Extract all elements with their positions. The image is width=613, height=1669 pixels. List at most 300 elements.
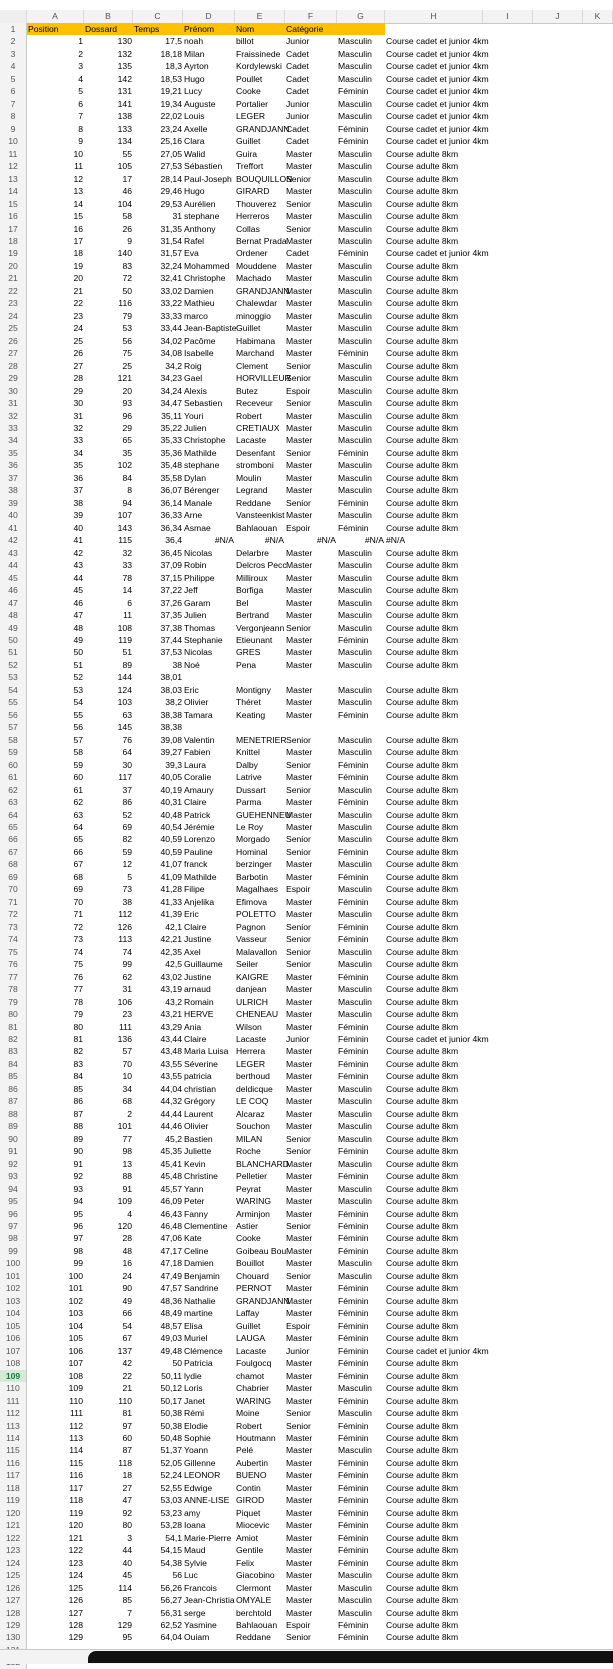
empty-cell[interactable]: [483, 484, 533, 496]
gender-cell[interactable]: Féminin: [338, 934, 369, 945]
row-number[interactable]: 2: [0, 35, 27, 47]
lastname-cell[interactable]: Treffort: [236, 161, 264, 172]
dossard-cell[interactable]: 77: [122, 1133, 132, 1144]
empty-cell[interactable]: [483, 1357, 533, 1369]
header-cell[interactable]: Nom: [235, 23, 285, 35]
position-cell[interactable]: 93: [73, 1183, 83, 1194]
dossard-cell[interactable]: 140: [117, 248, 132, 259]
lastname-cell[interactable]: Robert: [236, 410, 262, 421]
category-cell[interactable]: Master: [286, 1532, 313, 1543]
firstname-cell[interactable]: Claire: [184, 797, 207, 808]
position-cell[interactable]: 18: [73, 248, 83, 259]
time-cell[interactable]: 43,19: [160, 984, 182, 995]
dossard-cell[interactable]: 24: [122, 1270, 132, 1281]
category-cell[interactable]: Master: [286, 186, 313, 197]
dossard-cell[interactable]: 67: [122, 1333, 132, 1344]
empty-cell[interactable]: [533, 123, 583, 135]
lastname-cell[interactable]: Vansteenkist: [236, 510, 285, 521]
lastname-cell[interactable]: GUEHENNEU: [236, 809, 291, 820]
lastname-cell[interactable]: Montigny: [236, 684, 271, 695]
empty-cell[interactable]: [533, 1507, 583, 1519]
empty-cell[interactable]: [583, 1108, 613, 1120]
lastname-cell[interactable]: Bertrand: [236, 610, 269, 621]
row-number[interactable]: 42: [0, 534, 27, 546]
row-number[interactable]: 10: [0, 135, 27, 147]
dossard-cell[interactable]: 132: [117, 48, 132, 59]
category-cell[interactable]: Master: [286, 572, 313, 583]
row-number[interactable]: 55: [0, 696, 27, 708]
time-cell[interactable]: 23,24: [160, 123, 182, 134]
position-cell[interactable]: 51: [73, 659, 83, 670]
gender-cell[interactable]: Masculin: [338, 1595, 372, 1606]
position-cell[interactable]: 126: [68, 1595, 83, 1606]
row-number[interactable]: 106: [0, 1332, 27, 1344]
firstname-cell[interactable]: Walid: [184, 148, 206, 159]
gender-cell[interactable]: Masculin: [338, 148, 372, 159]
empty-cell[interactable]: [483, 996, 533, 1008]
position-cell[interactable]: 110: [69, 1395, 83, 1406]
firstname-cell[interactable]: [183, 671, 235, 683]
category-cell[interactable]: Master: [286, 1308, 313, 1319]
race-cell[interactable]: Course adulte 8km: [386, 148, 459, 159]
empty-cell[interactable]: [483, 335, 533, 347]
row-number[interactable]: 23: [0, 297, 27, 309]
position-cell[interactable]: 39: [73, 510, 83, 521]
gender-cell[interactable]: Masculin: [338, 547, 372, 558]
category-cell[interactable]: Master: [286, 1358, 313, 1369]
lastname-cell[interactable]: [235, 721, 285, 733]
column-header-a[interactable]: A: [27, 10, 84, 23]
time-cell[interactable]: 17,5: [165, 36, 182, 47]
empty-cell[interactable]: [533, 223, 583, 235]
row-number[interactable]: 111: [0, 1395, 27, 1407]
empty-cell[interactable]: [533, 397, 583, 409]
empty-cell[interactable]: [583, 385, 613, 397]
dossard-cell[interactable]: 53: [122, 323, 132, 334]
gender-cell[interactable]: Masculin: [338, 1445, 372, 1456]
firstname-cell[interactable]: Auguste: [184, 98, 216, 109]
race-cell[interactable]: Course adulte 8km: [386, 1370, 459, 1381]
empty-cell[interactable]: [533, 1469, 583, 1481]
time-cell[interactable]: 31: [172, 211, 182, 222]
header-cell[interactable]: Temps: [133, 23, 183, 35]
gender-cell[interactable]: Masculin: [338, 747, 372, 758]
gender-cell[interactable]: Féminin: [338, 522, 369, 533]
gender-cell[interactable]: Féminin: [338, 1345, 369, 1356]
firstname-cell[interactable]: Guillaume: [184, 959, 223, 970]
race-cell[interactable]: Course cadet et junior 4km: [386, 61, 489, 72]
position-cell[interactable]: 30: [73, 398, 83, 409]
empty-cell[interactable]: [533, 746, 583, 758]
empty-cell[interactable]: [483, 1507, 533, 1519]
firstname-cell[interactable]: Muriel: [184, 1333, 208, 1344]
position-cell[interactable]: 118: [69, 1495, 83, 1506]
firstname-cell[interactable]: Yasmine: [184, 1620, 217, 1630]
race-cell[interactable]: Course adulte 8km: [386, 398, 459, 409]
gender-cell[interactable]: Féminin: [338, 772, 369, 783]
dossard-cell[interactable]: 120: [117, 1221, 132, 1231]
race-cell[interactable]: Course adulte 8km: [386, 697, 459, 708]
category-cell[interactable]: Master: [286, 1245, 313, 1256]
category-cell[interactable]: Master: [286, 896, 313, 907]
gender-cell[interactable]: Féminin: [338, 1283, 369, 1294]
time-cell[interactable]: 56,27: [160, 1595, 182, 1606]
dossard-cell[interactable]: 95: [122, 1632, 132, 1643]
lastname-cell[interactable]: Guillet: [236, 1320, 261, 1331]
position-cell[interactable]: 22: [73, 298, 83, 309]
empty-cell[interactable]: [483, 385, 533, 397]
gender-cell[interactable]: Masculin: [338, 684, 372, 695]
row-number[interactable]: 104: [0, 1307, 27, 1319]
race-cell[interactable]: Course adulte 8km: [386, 1270, 459, 1281]
row-number[interactable]: 52: [0, 659, 27, 671]
empty-cell[interactable]: [483, 721, 533, 733]
empty-cell[interactable]: [483, 110, 533, 122]
empty-cell[interactable]: [583, 759, 613, 771]
lastname-cell[interactable]: Le Roy: [236, 822, 264, 832]
category-cell[interactable]: Master: [286, 1370, 313, 1381]
lastname-cell[interactable]: Peyrat: [236, 1183, 261, 1194]
empty-cell[interactable]: [583, 223, 613, 235]
position-cell[interactable]: 64: [73, 822, 83, 832]
race-cell[interactable]: Course adulte 8km: [386, 1295, 459, 1306]
time-cell[interactable]: 56,26: [160, 1582, 182, 1593]
firstname-cell[interactable]: Julien: [184, 610, 207, 621]
empty-cell[interactable]: [583, 946, 613, 958]
category-cell[interactable]: Senior: [286, 921, 311, 932]
position-cell[interactable]: 2: [78, 48, 83, 59]
race-cell[interactable]: Course cadet et junior 4km: [386, 36, 489, 47]
race-cell[interactable]: Course adulte 8km: [386, 734, 459, 745]
category-cell[interactable]: Master: [286, 684, 313, 695]
time-cell[interactable]: 40,54: [160, 822, 182, 832]
lastname-cell[interactable]: Keating: [236, 709, 266, 720]
gender-cell[interactable]: Masculin: [338, 560, 372, 571]
position-cell[interactable]: 17: [73, 235, 83, 246]
dossard-cell[interactable]: 82: [122, 834, 132, 845]
empty-cell[interactable]: [483, 1232, 533, 1244]
lastname-cell[interactable]: Barbotin: [236, 871, 269, 882]
empty-cell[interactable]: [583, 896, 613, 908]
time-cell[interactable]: 32,24: [160, 260, 182, 271]
empty-cell[interactable]: [583, 609, 613, 621]
empty-cell[interactable]: [533, 1345, 583, 1357]
race-cell[interactable]: Course adulte 8km: [386, 1196, 459, 1207]
race-cell[interactable]: Course adulte 8km: [386, 360, 459, 371]
position-cell[interactable]: 33: [73, 435, 83, 446]
race-cell[interactable]: Course adulte 8km: [386, 260, 459, 271]
empty-cell[interactable]: [533, 572, 583, 584]
gender-cell[interactable]: Masculin: [338, 98, 372, 109]
empty-cell[interactable]: [533, 335, 583, 347]
race-cell[interactable]: Course adulte 8km: [386, 1432, 459, 1443]
category-cell[interactable]: Junior: [286, 1345, 310, 1356]
position-cell[interactable]: 111: [69, 1408, 83, 1419]
race-cell[interactable]: Course adulte 8km: [386, 1395, 459, 1406]
empty-cell[interactable]: [583, 1095, 613, 1107]
category-cell[interactable]: Master: [286, 585, 313, 596]
time-cell[interactable]: 38,01: [160, 672, 182, 683]
empty-cell[interactable]: [533, 1245, 583, 1257]
gender-cell[interactable]: Masculin: [338, 335, 372, 346]
empty-cell[interactable]: [483, 223, 533, 235]
gender-cell[interactable]: Féminin: [338, 1457, 369, 1468]
firstname-cell[interactable]: Eric: [184, 909, 199, 920]
row-number[interactable]: 56: [0, 709, 27, 721]
firstname-cell[interactable]: arnaud: [184, 984, 211, 995]
dossard-cell[interactable]: 57: [122, 1046, 132, 1057]
time-cell[interactable]: 35,33: [160, 435, 182, 446]
dossard-cell[interactable]: 11: [123, 610, 132, 621]
row-number[interactable]: 20: [0, 260, 27, 272]
gender-cell[interactable]: Masculin: [338, 884, 372, 895]
empty-cell[interactable]: [533, 372, 583, 384]
time-cell[interactable]: 19,21: [160, 86, 182, 97]
empty-cell[interactable]: [483, 1058, 533, 1070]
dossard-cell[interactable]: 22: [122, 1370, 132, 1381]
empty-cell[interactable]: [533, 634, 583, 646]
row-number[interactable]: 110: [0, 1382, 27, 1394]
firstname-cell[interactable]: Séverine: [184, 1058, 218, 1069]
lastname-cell[interactable]: Dussart: [236, 784, 266, 795]
time-cell[interactable]: 47,18: [160, 1258, 182, 1269]
position-cell[interactable]: 52: [73, 672, 83, 683]
empty-cell[interactable]: [533, 285, 583, 297]
race-cell[interactable]: Course adulte 8km: [386, 460, 459, 471]
gender-cell[interactable]: Masculin: [338, 211, 372, 222]
position-cell[interactable]: 3: [78, 61, 83, 72]
dossard-cell[interactable]: 58: [122, 211, 132, 222]
firstname-cell[interactable]: christian: [184, 1083, 216, 1094]
empty-cell[interactable]: [583, 509, 613, 521]
time-cell[interactable]: 43,55: [160, 1071, 182, 1082]
position-cell[interactable]: 25: [73, 335, 83, 346]
empty-cell[interactable]: [483, 1220, 533, 1232]
lastname-cell[interactable]: Portalier: [236, 98, 268, 109]
position-cell[interactable]: 129: [68, 1632, 83, 1643]
empty-cell[interactable]: [483, 260, 533, 272]
empty-cell[interactable]: [583, 185, 613, 197]
race-cell[interactable]: Course adulte 8km: [386, 497, 459, 508]
time-cell[interactable]: 29,46: [160, 186, 182, 197]
dossard-cell[interactable]: 21: [122, 1383, 132, 1394]
time-cell[interactable]: 50,12: [160, 1383, 182, 1394]
empty-cell[interactable]: [533, 547, 583, 559]
firstname-cell[interactable]: franck: [184, 859, 208, 870]
category-cell[interactable]: Master: [286, 1208, 313, 1219]
empty-cell[interactable]: [483, 1444, 533, 1456]
race-cell[interactable]: Course cadet et junior 4km: [386, 73, 489, 84]
position-cell[interactable]: 12: [73, 173, 83, 184]
time-cell[interactable]: 22,02: [160, 111, 182, 122]
lastname-cell[interactable]: chamot: [236, 1370, 265, 1381]
category-cell[interactable]: Master: [286, 1283, 313, 1294]
position-cell[interactable]: 73: [73, 934, 83, 945]
empty-cell[interactable]: [483, 1257, 533, 1269]
time-cell[interactable]: 27,53: [160, 161, 182, 172]
firstname-cell[interactable]: Axelle: [184, 123, 208, 134]
dossard-cell[interactable]: 34: [122, 1083, 132, 1094]
empty-cell[interactable]: [583, 73, 613, 85]
empty-cell[interactable]: [583, 671, 613, 683]
position-cell[interactable]: 23: [73, 310, 83, 321]
dossard-cell[interactable]: 83: [122, 260, 132, 271]
race-cell[interactable]: Course adulte 8km: [386, 447, 459, 458]
position-cell[interactable]: 113: [69, 1432, 83, 1443]
race-cell[interactable]: Course adulte 8km: [386, 959, 459, 970]
time-cell[interactable]: 47,17: [160, 1245, 182, 1256]
gender-cell[interactable]: Féminin: [338, 1033, 369, 1044]
empty-cell[interactable]: [483, 1544, 533, 1556]
time-cell[interactable]: 31,35: [160, 223, 182, 234]
time-cell[interactable]: 52,24: [160, 1470, 182, 1481]
empty-cell[interactable]: [533, 459, 583, 471]
gender-cell[interactable]: Masculin: [338, 273, 372, 284]
position-cell[interactable]: 112: [69, 1420, 83, 1431]
gender-cell[interactable]: Féminin: [338, 1620, 369, 1630]
position-cell[interactable]: 16: [73, 223, 83, 234]
lastname-cell[interactable]: Parma: [236, 797, 262, 808]
empty-cell[interactable]: [483, 646, 533, 658]
empty-cell[interactable]: [583, 135, 613, 147]
gender-cell[interactable]: Féminin: [338, 1520, 369, 1531]
empty-cell[interactable]: [483, 734, 533, 746]
row-number[interactable]: 78: [0, 983, 27, 995]
dossard-cell[interactable]: 92: [122, 1507, 132, 1518]
lastname-cell[interactable]: deldicque: [236, 1083, 273, 1094]
empty-cell[interactable]: [483, 434, 533, 446]
row-number[interactable]: 69: [0, 871, 27, 883]
dossard-cell[interactable]: 72: [122, 273, 132, 284]
empty-cell[interactable]: [583, 1008, 613, 1020]
empty-cell[interactable]: [483, 833, 533, 845]
dossard-cell[interactable]: 25: [122, 360, 132, 371]
empty-cell[interactable]: [583, 1382, 613, 1394]
empty-cell[interactable]: [583, 958, 613, 970]
category-cell[interactable]: Master: [286, 809, 313, 820]
firstname-cell[interactable]: Thomas: [184, 622, 216, 633]
empty-cell[interactable]: [583, 883, 613, 895]
gender-cell[interactable]: Masculin: [338, 1570, 372, 1581]
time-cell[interactable]: 37,35: [160, 610, 182, 621]
row-number[interactable]: 47: [0, 597, 27, 609]
row-number[interactable]: 67: [0, 846, 27, 858]
empty-cell[interactable]: [533, 1195, 583, 1207]
gender-cell[interactable]: Masculin: [338, 1009, 372, 1020]
time-cell[interactable]: 49,48: [160, 1345, 182, 1356]
empty-cell[interactable]: [533, 410, 583, 422]
position-cell[interactable]: 35: [73, 460, 83, 471]
gender-cell[interactable]: Masculin: [338, 485, 372, 496]
gender-cell[interactable]: Masculin: [338, 223, 372, 234]
dossard-cell[interactable]: 60: [122, 1432, 132, 1443]
race-cell[interactable]: Course adulte 8km: [386, 435, 459, 446]
lastname-cell[interactable]: stromboni: [236, 460, 274, 471]
dossard-cell[interactable]: 130: [117, 36, 132, 47]
race-cell[interactable]: Course adulte 8km: [386, 547, 459, 558]
empty-cell[interactable]: [483, 522, 533, 534]
lastname-cell[interactable]: #N/A: [264, 535, 284, 546]
row-number[interactable]: 83: [0, 1045, 27, 1057]
gender-cell[interactable]: Masculin: [338, 1607, 372, 1618]
firstname-cell[interactable]: Justine: [184, 934, 212, 945]
time-cell[interactable]: 54,15: [160, 1545, 182, 1556]
race-cell[interactable]: Course adulte 8km: [386, 1595, 459, 1606]
dossard-cell[interactable]: 56: [122, 335, 132, 346]
lastname-cell[interactable]: Laffay: [236, 1308, 260, 1319]
empty-cell[interactable]: [483, 671, 533, 683]
empty-cell[interactable]: [533, 896, 583, 908]
category-cell[interactable]: Master: [286, 659, 313, 670]
empty-cell[interactable]: [533, 1494, 583, 1506]
position-cell[interactable]: 122: [68, 1545, 83, 1556]
race-cell[interactable]: Course adulte 8km: [386, 659, 459, 670]
lastname-cell[interactable]: Efimova: [236, 896, 268, 907]
category-cell[interactable]: Senior: [286, 1632, 311, 1643]
row-number[interactable]: 97: [0, 1220, 27, 1232]
category-cell[interactable]: Master: [286, 1233, 313, 1244]
position-cell[interactable]: 31: [73, 410, 83, 421]
position-cell[interactable]: 109: [68, 1383, 83, 1394]
category-cell[interactable]: Master: [286, 1545, 313, 1556]
race-cell[interactable]: Course adulte 8km: [386, 1258, 459, 1269]
empty-cell[interactable]: [583, 784, 613, 796]
empty-cell[interactable]: [483, 410, 533, 422]
empty-cell[interactable]: [533, 1133, 583, 1145]
empty-cell[interactable]: [583, 1594, 613, 1606]
time-cell[interactable]: 53,23: [160, 1507, 182, 1518]
empty-cell[interactable]: [483, 1095, 533, 1107]
firstname-cell[interactable]: Maria Luisa: [184, 1046, 229, 1057]
row-number[interactable]: 80: [0, 1008, 27, 1020]
gender-cell[interactable]: Féminin: [338, 1482, 369, 1493]
dossard-cell[interactable]: 85: [122, 1595, 132, 1606]
gender-cell[interactable]: Masculin: [338, 622, 372, 633]
row-number[interactable]: 37: [0, 472, 27, 484]
lastname-cell[interactable]: Delcros Pecc: [236, 560, 287, 571]
empty-cell[interactable]: [533, 908, 583, 920]
gender-cell[interactable]: Masculin: [338, 1196, 372, 1207]
empty-cell[interactable]: [483, 372, 533, 384]
position-cell[interactable]: 11: [74, 161, 83, 172]
dossard-cell[interactable]: 116: [118, 298, 132, 309]
race-cell[interactable]: Course adulte 8km: [386, 996, 459, 1007]
dossard-cell[interactable]: 137: [117, 1345, 132, 1356]
race-cell[interactable]: Course adulte 8km: [386, 348, 459, 359]
gender-cell[interactable]: Masculin: [338, 1108, 372, 1119]
empty-cell[interactable]: [583, 1582, 613, 1594]
empty-cell[interactable]: [583, 597, 613, 609]
empty-cell[interactable]: [483, 210, 533, 222]
category-cell[interactable]: Master: [286, 1445, 313, 1456]
empty-cell[interactable]: [533, 260, 583, 272]
dossard-cell[interactable]: 115: [118, 535, 132, 546]
race-cell[interactable]: Course adulte 8km: [386, 223, 459, 234]
empty-cell[interactable]: [533, 310, 583, 322]
gender-cell[interactable]: Féminin: [338, 871, 369, 882]
race-cell[interactable]: Course adulte 8km: [386, 871, 459, 882]
empty-cell[interactable]: [583, 796, 613, 808]
empty-cell[interactable]: [583, 1444, 613, 1456]
firstname-cell[interactable]: Mohammed: [184, 260, 230, 271]
lastname-cell[interactable]: Pena: [236, 659, 257, 670]
dossard-cell[interactable]: 33: [122, 560, 132, 571]
empty-cell[interactable]: [483, 933, 533, 945]
time-cell[interactable]: 33,44: [160, 323, 182, 334]
category-cell[interactable]: Senior: [286, 1270, 311, 1281]
category-cell[interactable]: Senior: [286, 173, 311, 184]
empty-cell[interactable]: [483, 1282, 533, 1294]
